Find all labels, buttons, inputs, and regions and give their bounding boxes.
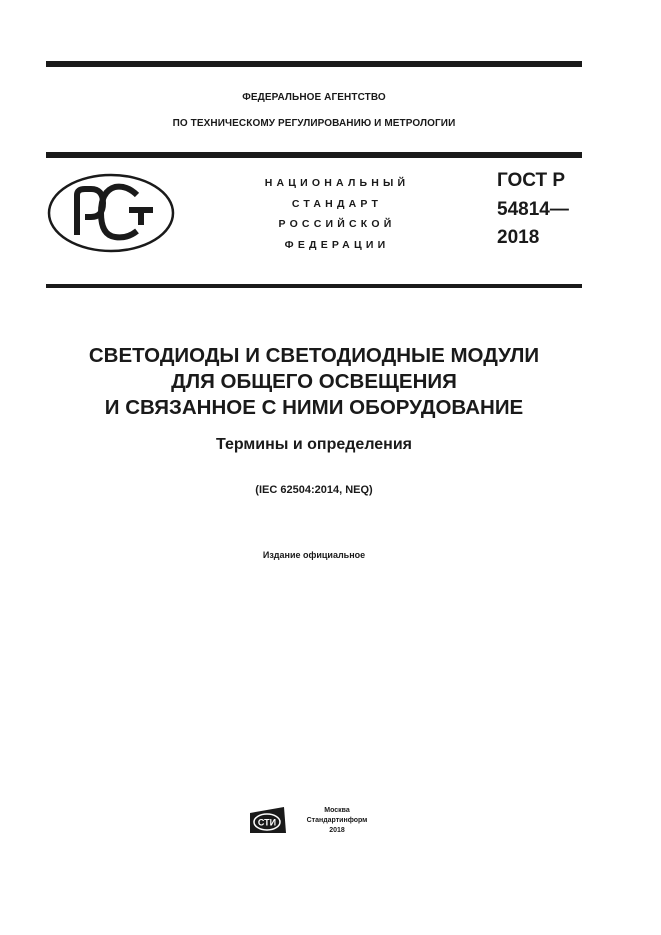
iec-reference: (IEC 62504:2014, NEQ) <box>255 484 373 496</box>
title-line: ДЛЯ ОБЩЕГО ОСВЕЩЕНИЯ <box>171 370 457 393</box>
svg-text:СТИ: СТИ <box>257 817 277 828</box>
publisher-city: Москва <box>324 807 350 814</box>
middle-rule <box>46 152 582 158</box>
top-rule <box>46 61 582 67</box>
agency-line-1: ФЕДЕРАЛЬНОЕ АГЕНТСТВО <box>242 92 386 103</box>
agency-line-2: ПО ТЕХНИЧЕСКОМУ РЕГУЛИРОВАНИЮ И МЕТРОЛОГИИ <box>172 118 456 129</box>
edition-note: Издание официальное <box>262 550 366 560</box>
designation-line: 54814— <box>497 198 569 220</box>
natstd-line: РОССИЙСКОЙ <box>278 218 396 230</box>
title-line: СВЕТОДИОДЫ И СВЕТОДИОДНЫЕ МОДУЛИ <box>88 344 540 367</box>
document-title <box>46 343 582 421</box>
publisher-imprint <box>292 806 382 836</box>
publisher-name: Стандартинформ <box>306 817 368 824</box>
rst-gost-mark-icon <box>47 173 175 253</box>
standard-designation <box>497 167 569 253</box>
document-subtitle: Термины и определения <box>215 436 412 453</box>
standartinform-logo-icon <box>248 805 288 835</box>
publisher-year: 2018 <box>329 827 345 834</box>
natstd-line: НАЦИОНАЛЬНЫЙ <box>264 177 410 189</box>
designation-line: ГОСТ Р <box>497 170 566 191</box>
national-standard-label <box>232 173 442 255</box>
bottom-rule <box>46 284 582 288</box>
designation-line: 2018 <box>497 227 540 248</box>
title-line: И СВЯЗАННОЕ С НИМИ ОБОРУДОВАНИЕ <box>104 396 524 419</box>
natstd-line: СТАНДАРТ <box>291 197 383 210</box>
natstd-line: ФЕДЕРАЦИИ <box>284 238 390 251</box>
